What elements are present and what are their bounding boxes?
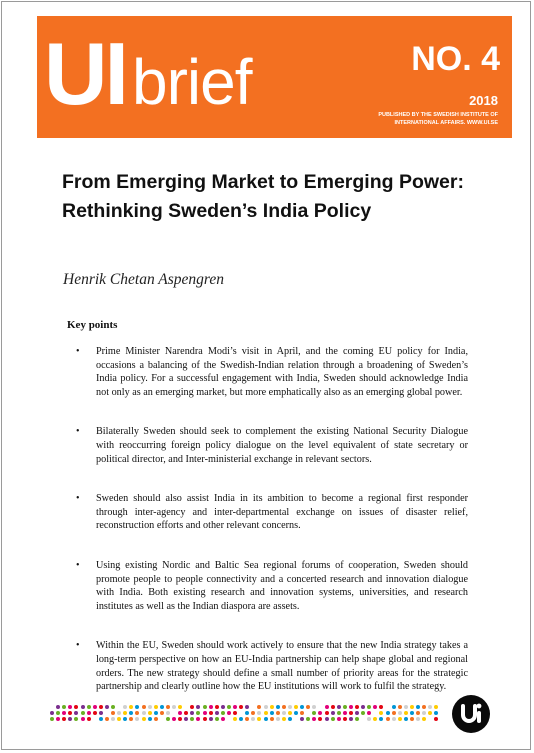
- footer-dot: [398, 711, 402, 715]
- footer-dot: [422, 717, 426, 721]
- footer-dot: [142, 705, 146, 709]
- footer-dot: [81, 711, 85, 715]
- footer-dot: [337, 711, 341, 715]
- footer-dot: [325, 711, 329, 715]
- key-points-list: [66, 345, 468, 694]
- footer-dot: [379, 711, 383, 715]
- footer-dot: [154, 717, 158, 721]
- footer-dot: [282, 717, 286, 721]
- footer-dot: [245, 711, 249, 715]
- footer-dot: [74, 705, 78, 709]
- footer-dot: [270, 711, 274, 715]
- footer-dot: [81, 705, 85, 709]
- footer-dot: [135, 711, 139, 715]
- footer-dot: [203, 711, 207, 715]
- footer-dot: [81, 717, 85, 721]
- footer-dot: [300, 705, 304, 709]
- document-title: From Emerging Market to Emerging Power: Rethinking Sweden’s India Policy: [62, 171, 464, 222]
- footer-dot: [410, 717, 414, 721]
- footer-dot: [209, 711, 213, 715]
- footer-dot: [312, 705, 316, 709]
- footer-dot: [398, 717, 402, 721]
- footer-dot: [178, 711, 182, 715]
- footer-dot: [166, 711, 170, 715]
- footer-dot: [160, 711, 164, 715]
- footer-dot: [56, 705, 60, 709]
- footer-dot: [428, 711, 432, 715]
- footer-dot: [282, 705, 286, 709]
- footer-dot: [50, 711, 54, 715]
- footer-dot: [203, 705, 207, 709]
- footer-dot: [203, 717, 207, 721]
- footer-dot: [349, 711, 353, 715]
- footer-dot: [50, 717, 54, 721]
- footer-dot: [117, 711, 121, 715]
- footer-dot: [142, 711, 146, 715]
- footer-dot: [264, 717, 268, 721]
- footer-dot: [392, 717, 396, 721]
- footer-dot: [166, 705, 170, 709]
- footer-dot: [270, 705, 274, 709]
- footer-dot: [276, 705, 280, 709]
- footer-dot: [294, 711, 298, 715]
- footer-dot: [184, 711, 188, 715]
- footer-dot: [178, 717, 182, 721]
- footer-dot: [386, 717, 390, 721]
- footer-dot: [392, 705, 396, 709]
- footer-dot: [318, 717, 322, 721]
- footer-dot: [135, 717, 139, 721]
- footer-dot: [123, 705, 127, 709]
- footer-dot: [74, 717, 78, 721]
- footer-dot: [270, 717, 274, 721]
- footer-dot: [361, 711, 365, 715]
- footer-dot: [227, 711, 231, 715]
- footer-dot: [373, 717, 377, 721]
- footer-dot: [343, 717, 347, 721]
- footer-dot: [276, 711, 280, 715]
- footer-dot: [123, 711, 127, 715]
- brand-logo: [44, 24, 252, 123]
- footer-dot: [410, 705, 414, 709]
- footer-dot: [233, 705, 237, 709]
- footer-dot: [257, 711, 261, 715]
- footer-dot: [355, 717, 359, 721]
- footer-dot: [288, 717, 292, 721]
- footer-dot: [93, 711, 97, 715]
- key-points-heading: Key points: [67, 319, 118, 331]
- footer-dot: [251, 711, 255, 715]
- footer-dot: [337, 705, 341, 709]
- footer-dot: [264, 711, 268, 715]
- footer-dot: [129, 705, 133, 709]
- footer-dot: [135, 705, 139, 709]
- footer-dot: [184, 717, 188, 721]
- footer-dot: [105, 717, 109, 721]
- footer-dot: [434, 705, 438, 709]
- footer-dot: [276, 717, 280, 721]
- footer-dot: [367, 711, 371, 715]
- footer-dot: [325, 705, 329, 709]
- footer-dot: [190, 717, 194, 721]
- footer-dot: [99, 717, 103, 721]
- footer-dot: [416, 711, 420, 715]
- footer-dot: [233, 711, 237, 715]
- footer-dot: [355, 711, 359, 715]
- footer-dot: [300, 711, 304, 715]
- footer-dot: [87, 711, 91, 715]
- footer-dot: [434, 717, 438, 721]
- brand-brief: brief: [132, 46, 252, 118]
- footer-dot: [404, 705, 408, 709]
- footer-dot: [257, 705, 261, 709]
- footer-dot: [337, 717, 341, 721]
- footer-dot: [142, 717, 146, 721]
- footer-dot: [62, 705, 66, 709]
- footer-dot: [87, 705, 91, 709]
- key-point-1: • Prime Minister Narendra Modi’s visit in April, and the coming EU policy for India, occasions a balancing of the Swedish-Indian relation through a broadening of Sweden’s India policy. For a successful engagement with India, Sweden should acknowledge India not only as an emerging market, but more emphatically also as an emerging global power.: [66, 345, 468, 399]
- brand-ui: UI: [44, 24, 126, 123]
- footer-dot: [373, 705, 377, 709]
- footer-dot: [239, 717, 243, 721]
- footer-dot: [294, 705, 298, 709]
- footer-dot: [392, 711, 396, 715]
- footer-dot: [318, 711, 322, 715]
- footer-dot: [215, 711, 219, 715]
- footer-dot: [172, 705, 176, 709]
- footer-dot: [361, 705, 365, 709]
- ui-logo: [452, 695, 490, 733]
- footer-dot: [227, 705, 231, 709]
- footer-dot: [239, 705, 243, 709]
- publisher-line: PUBLISHED BY THE SWEDISH INSTITUTE OF INTERNATIONAL AFFAIRS. WWW.UI.SE: [378, 112, 498, 126]
- footer-dot: [215, 717, 219, 721]
- footer-dot: [367, 717, 371, 721]
- footer-dot: [68, 705, 72, 709]
- footer-dot: [111, 711, 115, 715]
- footer-dot: [379, 717, 383, 721]
- footer-dot: [105, 705, 109, 709]
- footer-dot: [428, 705, 432, 709]
- footer-dot: [331, 711, 335, 715]
- footer-dot: [245, 705, 249, 709]
- footer-dot: [349, 717, 353, 721]
- footer-dot-pattern: [50, 705, 445, 725]
- footer-dot: [56, 717, 60, 721]
- footer-dot: [111, 705, 115, 709]
- footer-dot: [257, 717, 261, 721]
- footer-dot: [62, 717, 66, 721]
- footer-dot: [172, 717, 176, 721]
- footer-dot: [62, 711, 66, 715]
- footer-dot: [404, 717, 408, 721]
- footer-dot: [68, 711, 72, 715]
- footer-dot: [245, 717, 249, 721]
- footer-dot: [325, 717, 329, 721]
- footer-dot: [416, 705, 420, 709]
- footer-dot: [331, 705, 335, 709]
- footer-dot: [379, 705, 383, 709]
- footer-dot: [221, 711, 225, 715]
- footer-dot: [404, 711, 408, 715]
- ui-logo-icon: [452, 695, 490, 733]
- footer-dot: [343, 705, 347, 709]
- footer-dot: [129, 717, 133, 721]
- footer-dot: [148, 717, 152, 721]
- footer-dot: [416, 717, 420, 721]
- footer-dot: [422, 711, 426, 715]
- footer-dot: [355, 705, 359, 709]
- footer-dot: [422, 705, 426, 709]
- footer-dot: [56, 711, 60, 715]
- footer-dot: [367, 705, 371, 709]
- footer-dot: [148, 711, 152, 715]
- footer-dot: [117, 717, 121, 721]
- footer-dot: [196, 717, 200, 721]
- footer-dot: [123, 717, 127, 721]
- footer-dot: [343, 711, 347, 715]
- footer-dot: [154, 705, 158, 709]
- key-point-5: • Within the EU, Sweden should work actively to ensure that the new India strategy takes a long-term perspective on how an EU-India partnership can help shape global and regional orders. The new strategy should define a small number of priority areas for the strategic partnership and clearly outline how the EU institutions will work to fulfil the strategy.: [66, 639, 468, 693]
- footer-dot: [93, 705, 97, 709]
- footer-dot: [221, 705, 225, 709]
- footer-dot: [251, 717, 255, 721]
- footer-dot: [434, 711, 438, 715]
- footer-dot: [300, 717, 304, 721]
- footer-dot: [312, 717, 316, 721]
- footer-dot: [74, 711, 78, 715]
- key-point-4: • Using existing Nordic and Baltic Sea regional forums of cooperation, Sweden should promote people to people connectivity and a concerted research and innovation dialogue with India. Both existing research and innovation systems, universities, and research institutes as well as the Indian diaspora are assets.: [66, 559, 468, 613]
- issue-year: 2018: [469, 93, 498, 108]
- footer-dot: [99, 711, 103, 715]
- footer-dot: [306, 705, 310, 709]
- footer-dot: [331, 717, 335, 721]
- footer-dot: [209, 705, 213, 709]
- footer-dot: [111, 717, 115, 721]
- footer-dot: [215, 705, 219, 709]
- footer-dot: [129, 711, 133, 715]
- footer-dot: [68, 717, 72, 721]
- footer-dot: [196, 711, 200, 715]
- footer-dot: [288, 705, 292, 709]
- author-name: Henrik Chetan Aspengren: [63, 271, 225, 288]
- footer-dot: [264, 705, 268, 709]
- footer-dot: [282, 711, 286, 715]
- footer-dot: [196, 705, 200, 709]
- footer-dot: [178, 705, 182, 709]
- footer-dot: [190, 711, 194, 715]
- footer-dot: [166, 717, 170, 721]
- footer-dot: [398, 705, 402, 709]
- key-point-2: • Bilaterally Sweden should seek to complement the existing National Security Dialogue with reoccurring foreign policy dialogue on the level equivalent of state secretary or political director, and Inter-ministerial exchange in relevant sectors.: [66, 425, 468, 466]
- footer-dot: [148, 705, 152, 709]
- footer-dot: [386, 711, 390, 715]
- issue-number: NO. 4: [411, 40, 500, 78]
- footer-dot: [99, 705, 103, 709]
- footer-dot: [233, 717, 237, 721]
- footer-dot: [349, 705, 353, 709]
- footer-dot: [221, 717, 225, 721]
- footer-dot: [190, 705, 194, 709]
- footer-dot: [209, 717, 213, 721]
- footer-dot: [154, 711, 158, 715]
- footer-dot: [410, 711, 414, 715]
- footer-dot: [160, 705, 164, 709]
- footer-dot: [306, 717, 310, 721]
- footer-dot: [312, 711, 316, 715]
- footer-dot: [288, 711, 292, 715]
- footer-dot: [87, 717, 91, 721]
- key-point-3: • Sweden should also assist India in its ambition to become a regional first responder through inter-agency and inter-departmental exchange on issues of disaster relief, reconstruction efforts and other relevant concerns.: [66, 492, 468, 533]
